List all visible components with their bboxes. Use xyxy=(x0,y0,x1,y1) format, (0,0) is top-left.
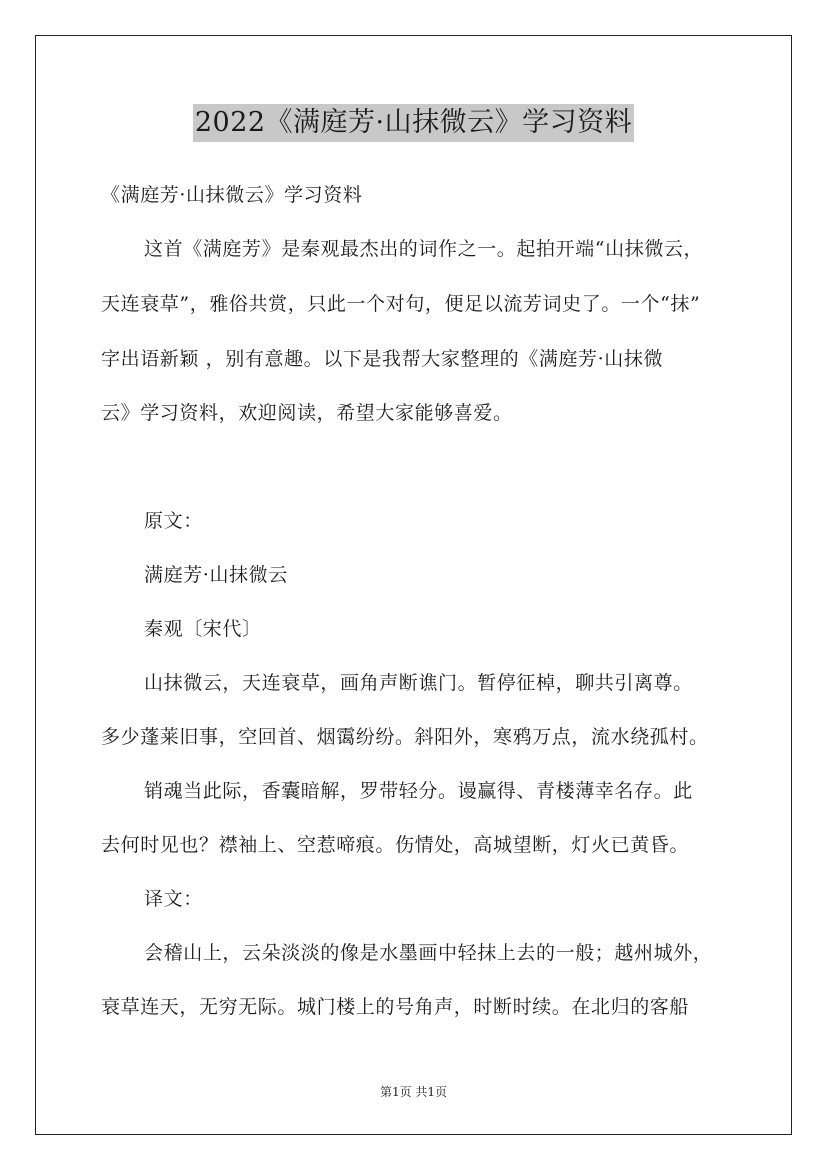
original-heading: 原文： xyxy=(144,510,203,532)
poem-line-4: 去何时见也？襟袖上、空惹啼痕。伤情处，高城望断，灯火已黄昏。 xyxy=(101,834,690,856)
translation-line-2: 衰草连天，无穷无际。城门楼上的号角声，时断时续。在北归的客船 xyxy=(101,996,690,1018)
title-container xyxy=(0,104,827,142)
intro-line-3: 字出语新颖 ，别有意趣。以下是我帮大家整理的《满庭芳·山抹微 xyxy=(101,348,664,370)
intro-line-4: 云》学习资料，欢迎阅读，希望大家能够喜爱。 xyxy=(101,402,513,424)
document-subtitle: 《满庭芳·山抹微云》学习资料 xyxy=(101,184,363,206)
poem-line-1: 山抹微云，天连衰草，画角声断谯门。暂停征棹，聊共引离尊。 xyxy=(144,672,693,694)
poem-line-2: 多少蓬莱旧事，空回首、烟霭纷纷。斜阳外，寒鸦万点，流水绕孤村。 xyxy=(101,726,709,748)
poem-title: 满庭芳·山抹微云 xyxy=(144,564,288,586)
document-title: 2022《满庭芳·山抹微云》学习资料 xyxy=(193,104,634,142)
translation-line-1: 会稽山上，云朵淡淡的像是水墨画中轻抹上去的一般；越州城外， xyxy=(144,942,713,964)
translation-heading: 译文： xyxy=(144,888,203,910)
intro-line-1: 这首《满庭芳》是秦观最杰出的词作之一。起拍开端“山抹微云， xyxy=(144,238,704,260)
page-footer: 第1页 共1页 xyxy=(379,1085,448,1099)
poem-author: 秦观〔宋代〕 xyxy=(144,618,262,640)
poem-line-3: 销魂当此际，香囊暗解，罗带轻分。谩赢得、青楼薄幸名存。此 xyxy=(144,780,693,802)
intro-line-2: 天连衰草”，雅俗共赏，只此一个对句，便足以流芳词史了。一个“抹” xyxy=(101,293,701,315)
